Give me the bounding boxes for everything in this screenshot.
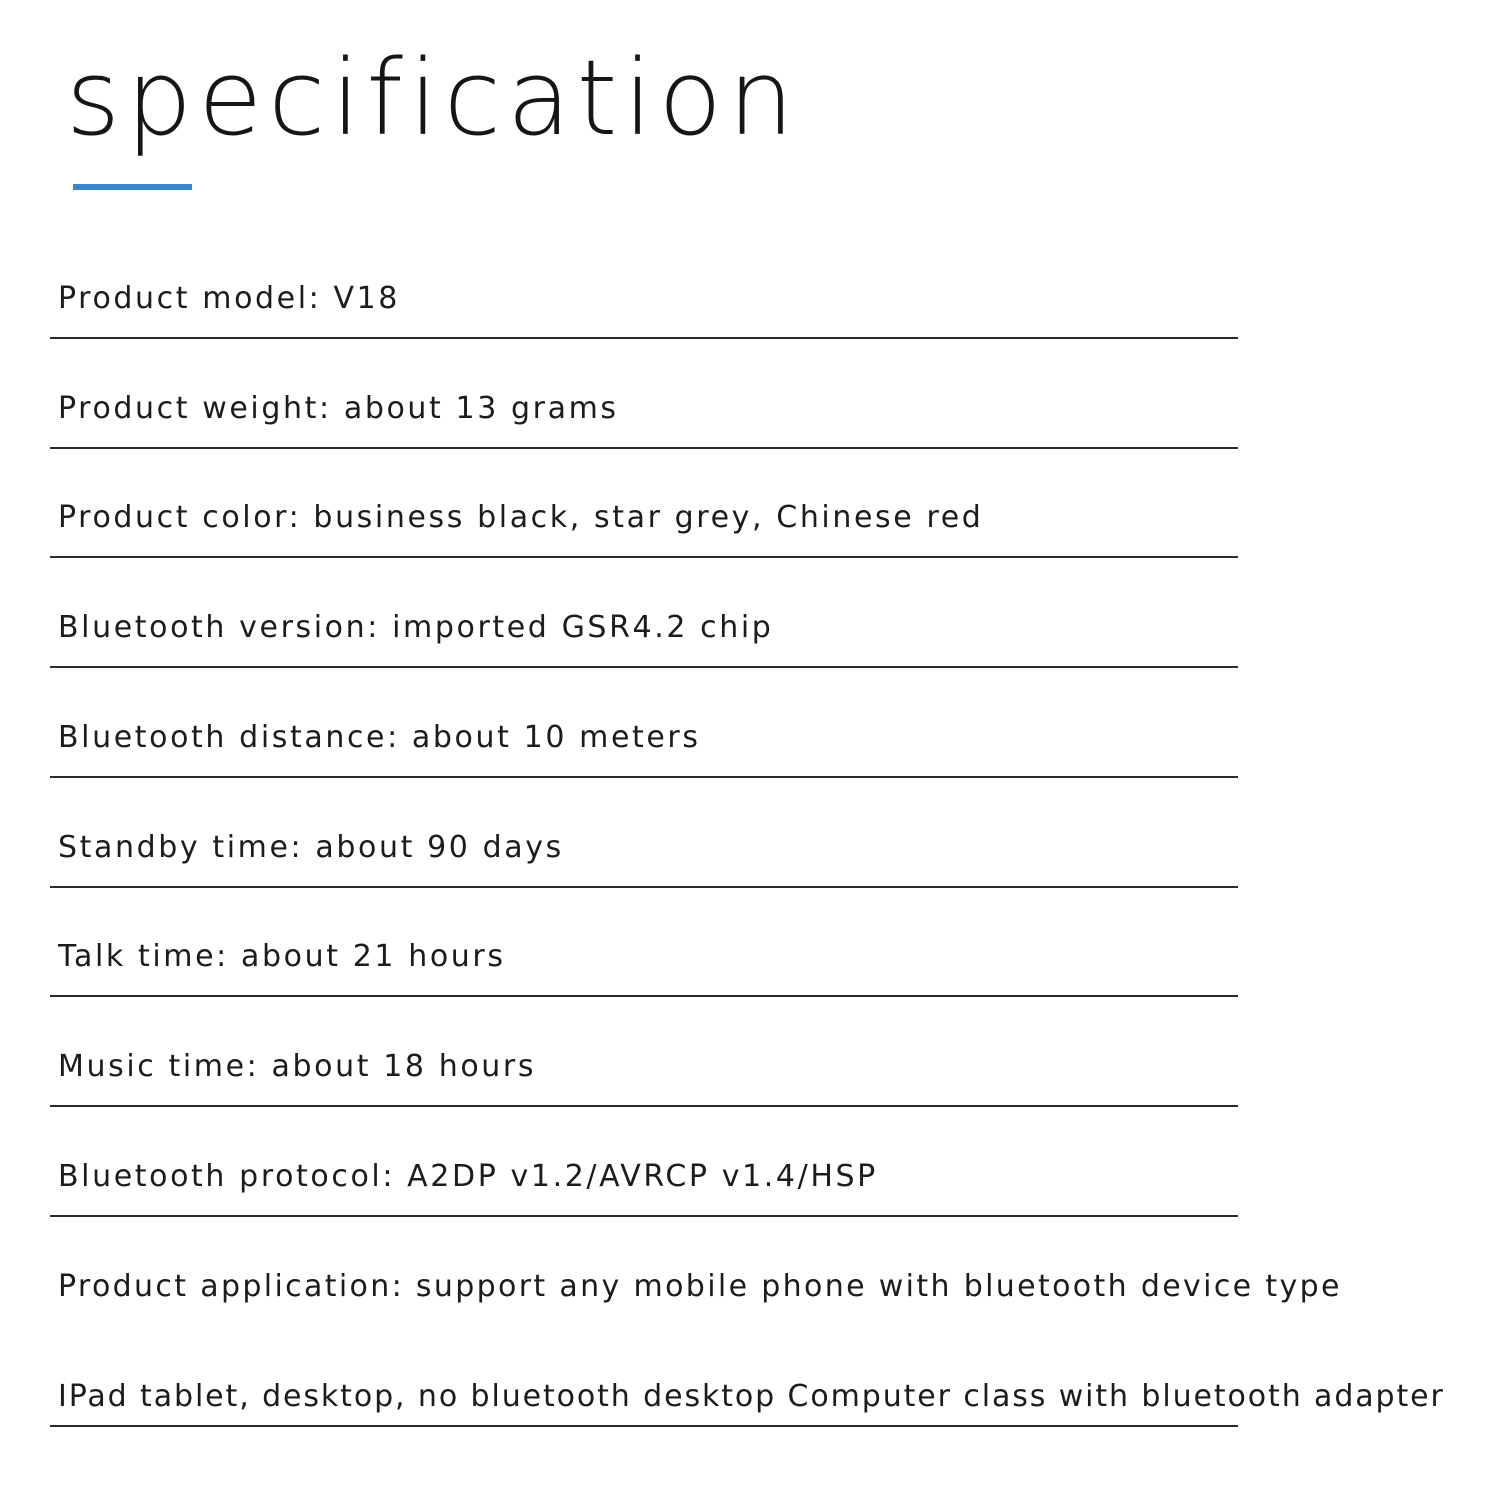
- spec-label: Product color: business black, star grey, Chinese red: [58, 500, 984, 535]
- spec-label: Product weight: about 13 grams: [58, 391, 619, 426]
- spec-label: Product model: V18: [58, 281, 400, 316]
- spec-label: Bluetooth distance: about 10 meters: [58, 720, 701, 755]
- row-divider: [50, 776, 1238, 778]
- spec-label: Product application: support any mobile phone with bluetooth device type: [58, 1269, 1342, 1304]
- spec-row-compatible-devices: [0, 1377, 1500, 1487]
- spec-row-product-application: [0, 1267, 1500, 1377]
- spec-label: IPad tablet, desktop, no bluetooth desktop Computer class with bluetooth adapter: [58, 1379, 1445, 1414]
- row-divider: [50, 1105, 1238, 1107]
- spec-row-product-model: [0, 279, 1500, 389]
- row-divider: [50, 886, 1238, 888]
- spec-label: Music time: about 18 hours: [58, 1049, 537, 1084]
- row-divider: [50, 666, 1238, 668]
- spec-row-bluetooth-distance: [0, 718, 1500, 828]
- spec-label: Talk time: about 21 hours: [58, 939, 506, 974]
- spec-label: Bluetooth version: imported GSR4.2 chip: [58, 610, 774, 645]
- spec-label: Bluetooth protocol: A2DP v1.2/AVRCP v1.4/HSP: [58, 1159, 878, 1194]
- spec-row-music-time: [0, 1047, 1500, 1157]
- page-title: specification: [66, 37, 800, 159]
- row-divider: [50, 995, 1238, 997]
- spec-row-product-weight: [0, 389, 1500, 499]
- spec-row-product-color: [0, 498, 1500, 608]
- row-divider: [50, 447, 1238, 449]
- spec-row-standby-time: [0, 828, 1500, 938]
- spec-row-bluetooth-version: [0, 608, 1500, 718]
- row-divider: [50, 1425, 1238, 1427]
- spec-row-talk-time: [0, 937, 1500, 1047]
- spec-label: Standby time: about 90 days: [58, 830, 564, 865]
- row-divider: [50, 337, 1238, 339]
- row-divider: [50, 1215, 1238, 1217]
- row-divider: [50, 556, 1238, 558]
- spec-row-bluetooth-protocol: [0, 1157, 1500, 1267]
